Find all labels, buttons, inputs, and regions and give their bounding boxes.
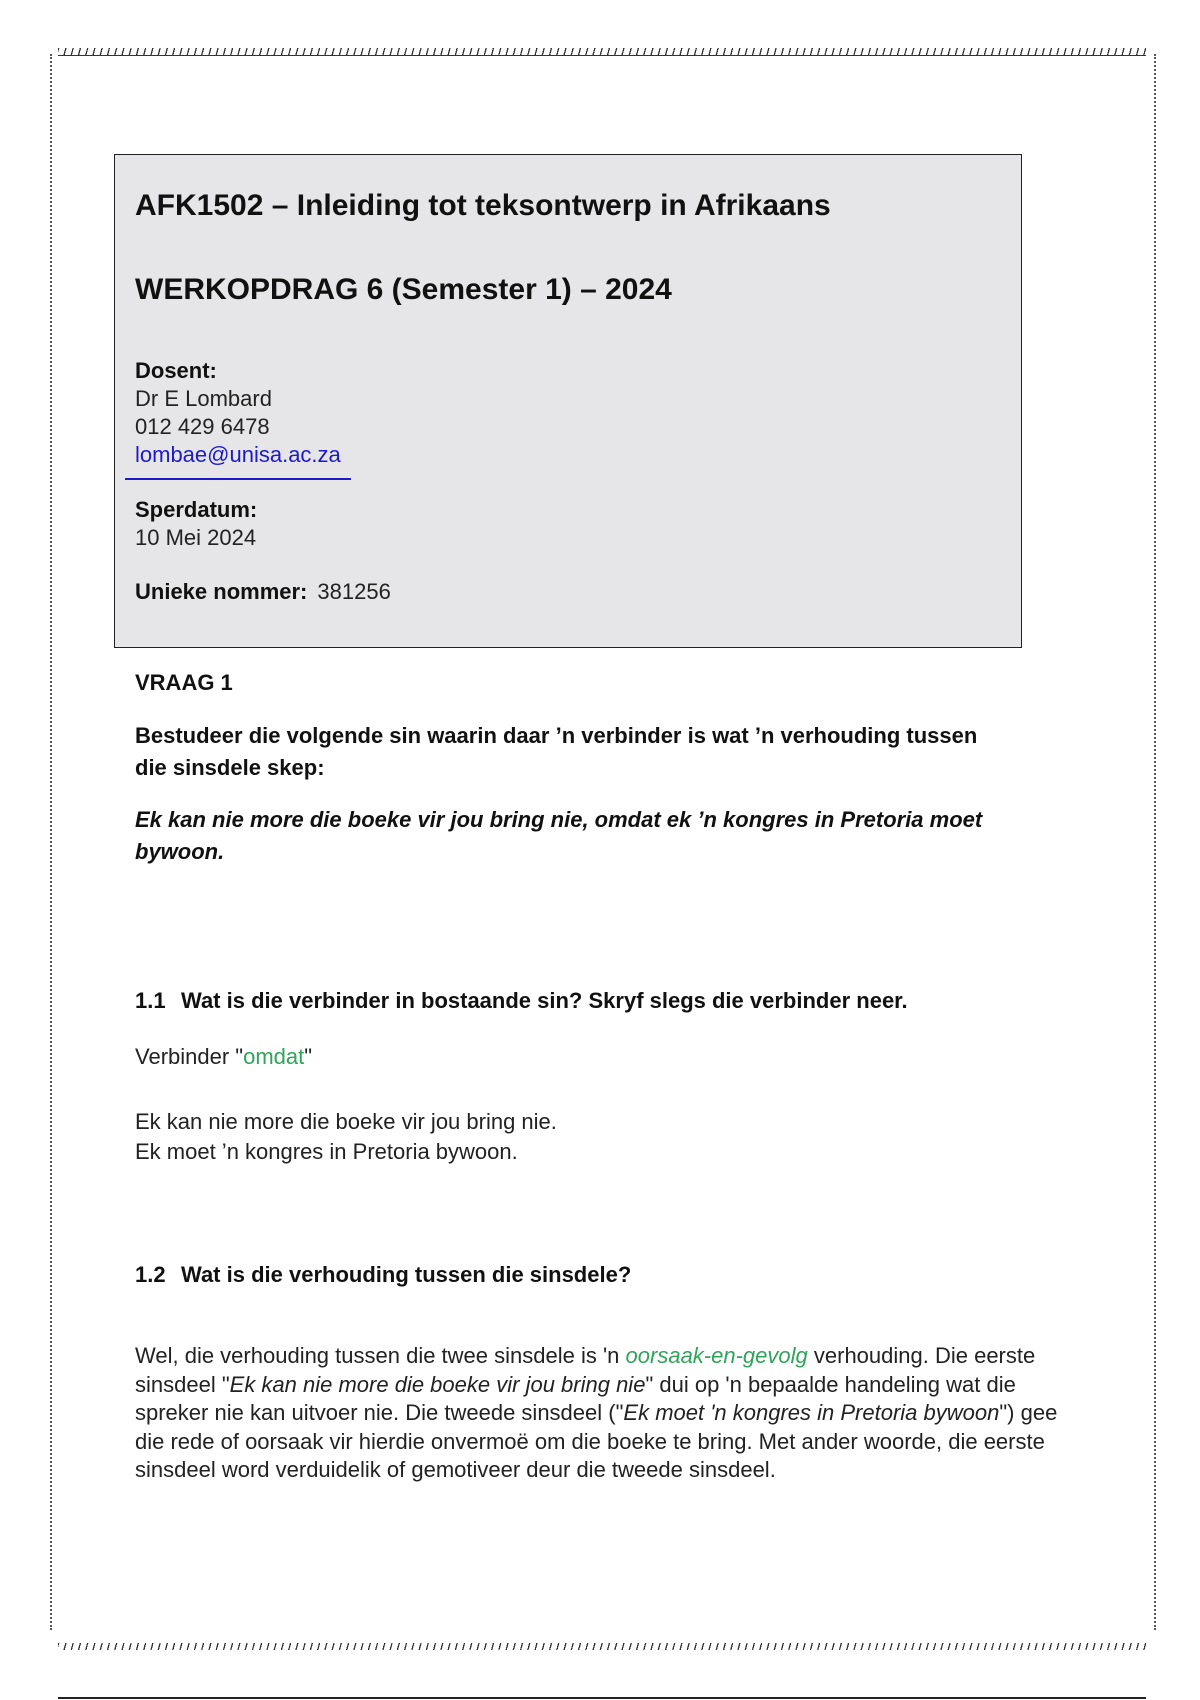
- assignment-title: WERKOPDRAG 6 (Semester 1) – 2024: [135, 273, 672, 306]
- lecturer-phone: 012 429 6478: [135, 414, 270, 439]
- due-date-label: Sperdatum:: [135, 497, 258, 522]
- quoted-clause-1: Ek kan nie more die boeke vir jou bring nie: [229, 1371, 646, 1397]
- question-1-sentence: Ek kan nie more die boeke vir jou bring nie, omdat ek ’n kongres in Pretoria moet bywoon.: [135, 807, 983, 864]
- question-1-1: [135, 986, 908, 1015]
- answer-1-1: [135, 1042, 312, 1071]
- bottom-border-hatch: [58, 1643, 1146, 1650]
- question-1-1-text: Wat is die verbinder in bostaande sin? Skryf slegs die verbinder neer.: [181, 988, 908, 1013]
- answer-text: verhouding. Die eerste sinsdeel ": [135, 1343, 1036, 1397]
- answer-text: " dui op 'n bepaalde handeling wat die spreker nie kan uitvoer nie. Die tweede sinsdeel (": [135, 1371, 1016, 1425]
- connector-word: omdat: [243, 1044, 305, 1069]
- answer-1-2-paragraph: [135, 1342, 1065, 1485]
- assignment-header-box: [114, 154, 1022, 648]
- answer-text: Wel, die verhouding tussen die twee sinsdele is 'n: [135, 1343, 626, 1368]
- unique-number-label: Unieke nommer:: [135, 579, 308, 604]
- question-1-heading: VRAAG 1: [135, 670, 233, 695]
- answer-suffix: ": [304, 1044, 313, 1069]
- answer-text: ") gee die rede of oorsaak vir hierdie onvermoë om die boeke te bring. Met ander woorde, die eerste sinsdeel word verduidelik of gemotiveer deur die tweede sinsdeel.: [135, 1400, 1058, 1482]
- question-1-2: [135, 1260, 631, 1289]
- answer-prefix: Verbinder ": [135, 1044, 244, 1069]
- lecturer-email-link[interactable]: lombae@unisa.ac.za: [135, 442, 341, 467]
- due-date: 10 Mei 2024: [135, 525, 257, 550]
- lecturer-name: Dr E Lombard: [135, 386, 272, 411]
- course-title: AFK1502 – Inleiding tot teksontwerp in Afrikaans: [135, 189, 831, 222]
- relation-term: oorsaak-en-gevolg: [625, 1343, 808, 1368]
- question-1-2-number: 1.2: [135, 1262, 166, 1287]
- question-1-instruction: Bestudeer die volgende sin waarin daar ’n verbinder is wat ’n verhouding tussen die sinsdele skep:: [135, 723, 978, 780]
- footer-rule: [58, 1697, 1146, 1699]
- email-underline: [125, 478, 351, 480]
- unique-number: 381256: [317, 579, 391, 604]
- lecturer-label: Dosent:: [135, 358, 217, 383]
- quoted-clause-2: Ek moet 'n kongres in Pretoria bywoon: [623, 1400, 1000, 1425]
- clause-1: Ek kan nie more die boeke vir jou bring nie.: [135, 1109, 557, 1134]
- clause-2: Ek moet ’n kongres in Pretoria bywoon.: [135, 1139, 518, 1164]
- question-1-2-text: Wat is die verhouding tussen die sinsdele?: [181, 1262, 632, 1287]
- question-1-1-number: 1.1: [135, 988, 166, 1013]
- unique-number-row: [135, 579, 391, 605]
